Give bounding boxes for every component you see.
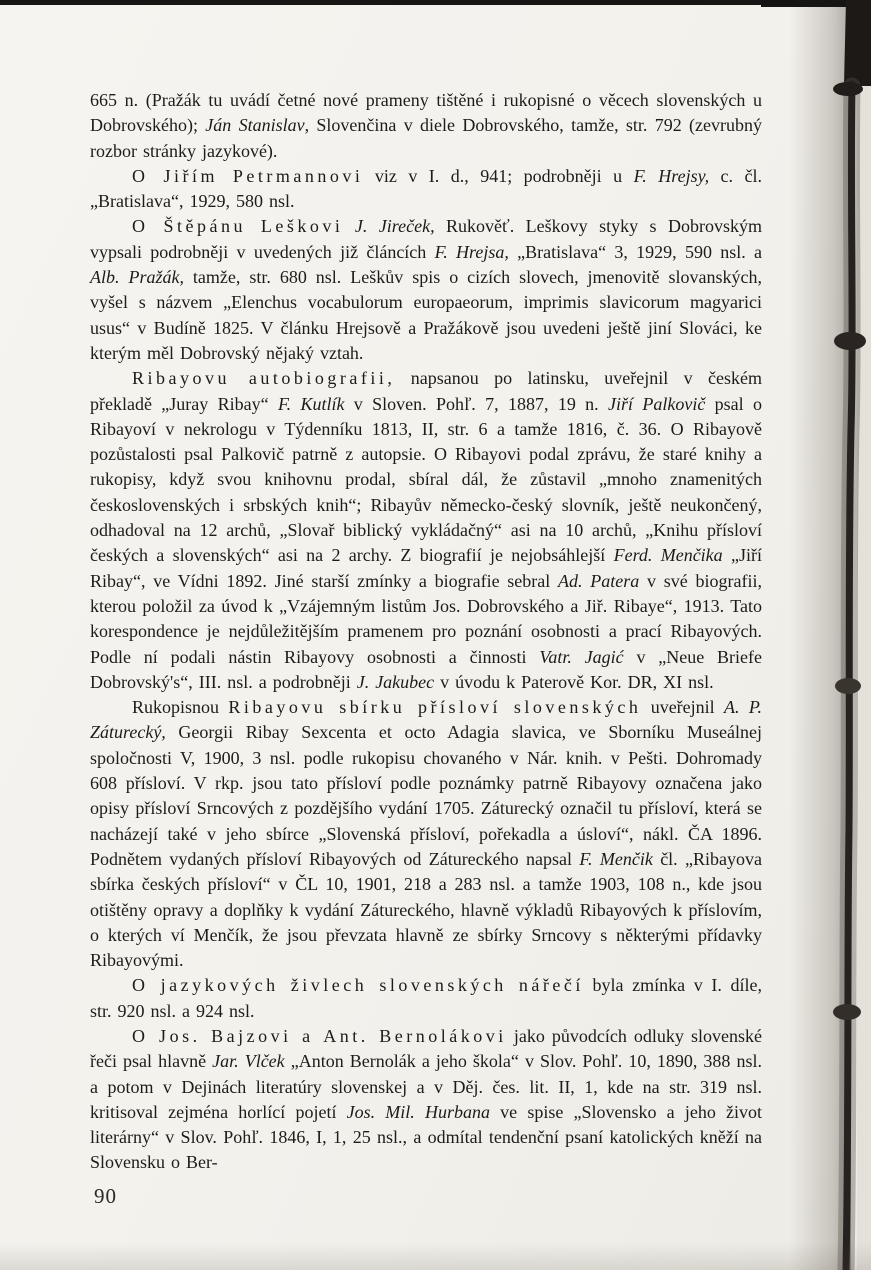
body-text: Georgii Ribay Sexcenta et octo Adagia slavica, ve Sborníku Museálnej spoločnosti V, 1900, 3 nsl. podle rukopisu chovaného v Nár. knih. v Pešti. Dohromady 608 přísloví. V rkp. jsou tato přísloví podle poznámky patrně Ribayovy označena jako opisy přísloví Srncových z pozdějšího vydání 1705. Záturecký označil tu přísloví, která se nacházejí také v jeho sbírce „Slovenská přísloví, pořekadla a úsloví“, nákl. ČA 1896. Podnětem vydaných přísloví Ribayových od Zátureckého napsal — [90, 722, 762, 869]
letterspaced-text: O Štěpánu Leškovi — [132, 216, 344, 237]
italic-name-text: Ferd. Menčika — [613, 545, 723, 566]
body-text: , Slovenčina v diele Dobrovského, tamže, str. 792 (zevrubný rozbor stránky jazykové). — [90, 115, 762, 161]
body-text: tamže, str. 680 nsl. Leškův spis o cizích slovech, jmenovitě slovanských, vyšel s názvem „Elenchus vocabulorum europaeorum, imprimis slavicorum magyarici usus“ v Budíně 1825. V článku Hrejsově a Pražákově jsou uvedeni ještě jiní Slováci, ke kterým měl Dobrovský nějaký vztah. — [90, 267, 762, 363]
paragraph — [90, 695, 762, 973]
paragraph — [90, 973, 762, 1024]
body-text: Rukověť. Leškovy styky s Dobrovským vypsali podrobněji v uvedených již článcích — [90, 216, 763, 262]
body-text: viz v I. d., 941; podrobněji u — [363, 165, 634, 186]
italic-name-text: Ján Stanislav — [205, 115, 305, 136]
body-text: v své biografii, kterou položil za úvod k „Vzájemným listům Jos. Dobrovského a Jiř. Ribaye“, 1913. Tato korespondence je nejdůležitějším pramenem pro poznání osobnosti a prací Ribayových. Podle ní podali nástin Ribayovy osobnosti a činnosti — [90, 570, 762, 667]
body-text: „Anton Bernolák a jeho škola“ v Slov. Pohľ. 10, 1890, 388 nsl. a potom v Dejinách literatúry slovenskej a v Děj. čes. lit. II, 1, kde na str. 319 nsl. kritisoval zejména horlící pojetí — [90, 1051, 763, 1122]
italic-name-text: A. P. Záturecký, — [90, 697, 763, 743]
italic-name-text: J. Jireček, — [354, 216, 435, 237]
paragraph — [90, 1024, 762, 1176]
body-text — [343, 216, 354, 236]
body-text: „Bratislava“ 3, 1929, 590 nsl. a — [508, 241, 762, 262]
italic-name-text: Vatr. Jagić — [539, 646, 624, 667]
paragraph — [90, 214, 762, 366]
body-text: v úvodu k Paterově Kor. DR, XI nsl. — [434, 671, 714, 692]
stitch-mark-4 — [833, 1004, 861, 1020]
binding-top-block — [844, 0, 871, 86]
body-text: byla zmínka v I. díle, str. 920 nsl. a 924 nsl. — [90, 975, 762, 1021]
body-text: 665 n. (Pražák tu uvádí četné nové prameny tištěné i rukopisné o věcech slovenských u Dobrovského); — [90, 90, 762, 136]
italic-name-text: Alb. Pražák, — [90, 267, 184, 288]
text-block — [90, 88, 762, 1176]
stitch-mark-3 — [835, 678, 861, 694]
letterspaced-text: Ribayovu sbírku přísloví slovenských — [228, 697, 642, 718]
italic-name-text: Ad. Patera — [558, 570, 640, 591]
paragraph — [90, 88, 762, 164]
body-text: v Sloven. Pohľ. 7, 1887, 19 n. — [344, 393, 609, 414]
letterspaced-text: Ribayovu autobiografii, — [132, 368, 396, 389]
letterspaced-text: O Jos. Bajzovi a Ant. Bernolákovi — [132, 1025, 507, 1046]
paragraph — [90, 164, 762, 215]
body-text: ve spise „Slovensko a jeho život literárny“ v Slov. Pohľ. 1846, I, 1, 25 nsl., a odmítal tendenční psaní katolických kněží na Slovensku o Ber- — [90, 1101, 762, 1173]
page-number: 90 — [94, 1184, 117, 1208]
stitch-mark-1 — [833, 82, 863, 96]
italic-name-text: F. Hrejsa, — [434, 241, 509, 262]
body-text: napsanou po latinsku, uveřejnil v českém překladě „Juray Ribay“ — [90, 368, 762, 414]
body-text: uveřejnil — [641, 697, 725, 718]
italic-name-text: Jos. Mil. Hurbana — [346, 1101, 490, 1122]
scan-top-edge — [0, 0, 871, 5]
body-text: jako původcích odluky slovenské řeči psal hlavně — [90, 1025, 762, 1072]
italic-name-text: F. Kutlík — [277, 393, 345, 414]
stitch-mark-2 — [834, 332, 866, 350]
body-text: „Jiří Ribay“, ve Vídni 1892. Jiné starší zmínky a biografie sebral — [90, 545, 762, 591]
italic-name-text: Jiří Palkovič — [608, 393, 706, 414]
paragraph — [90, 366, 762, 695]
italic-name-text: Jar. Vlček — [212, 1051, 285, 1072]
book-binding-gutter — [761, 0, 871, 1270]
body-text: c. čl. „Bratislava“, 1929, 580 nsl. — [90, 165, 762, 212]
body-text: Rukopisnou — [132, 697, 229, 718]
italic-name-text: F. Menčik — [579, 848, 653, 869]
italic-name-text: F. Hrejsy, — [633, 165, 710, 186]
scan-bottom-shadow — [0, 1242, 871, 1270]
letterspaced-text: O jazykových živlech slovenských nářečí — [132, 975, 584, 996]
body-text: v „Neue Briefe Dobrovský's“, III. nsl. a podrobněji — [90, 646, 762, 692]
letterspaced-text: O Jiřím Petrmannovi — [132, 165, 364, 186]
body-text: psal o Ribayoví v nekrologu v Týdenníku 1813, II, str. 6 a tamže 1816, č. 36. O Ribayově pozůstalosti psal Palkovič patrně z autopsie. O Ribayovi podal zprávu, že staré knihy a rukopisy, když svou knihovnu prodal, sbíral dál, že zůstavil „mnoho znamenitých československých i srbských knih“; Ribayův německo-český slovník, ještě neukončený, odhadoval na 12 archů, „Slovař biblický vykládačný“ asi na 10 archů, „Knihu přísloví českých a slovenských“ asi na 2 archy. Z biografií je nejobsáhlejší — [90, 393, 763, 566]
body-text: čl. „Ribayova sbírka českých přísloví“ v ČL 10, 1901, 218 a 283 nsl. a tamže 1903, 108 n., kde jsou otištěny opravy a doplňky k vydání Zátureckého, hlavně výkladů Ribayových k příslovím, o kterých ví Menčík, že jsou převzata hlavně ze sbírky Srncovy s některými přídavky Ribayovými. — [90, 848, 763, 971]
italic-name-text: J. Jakubec — [356, 671, 435, 692]
